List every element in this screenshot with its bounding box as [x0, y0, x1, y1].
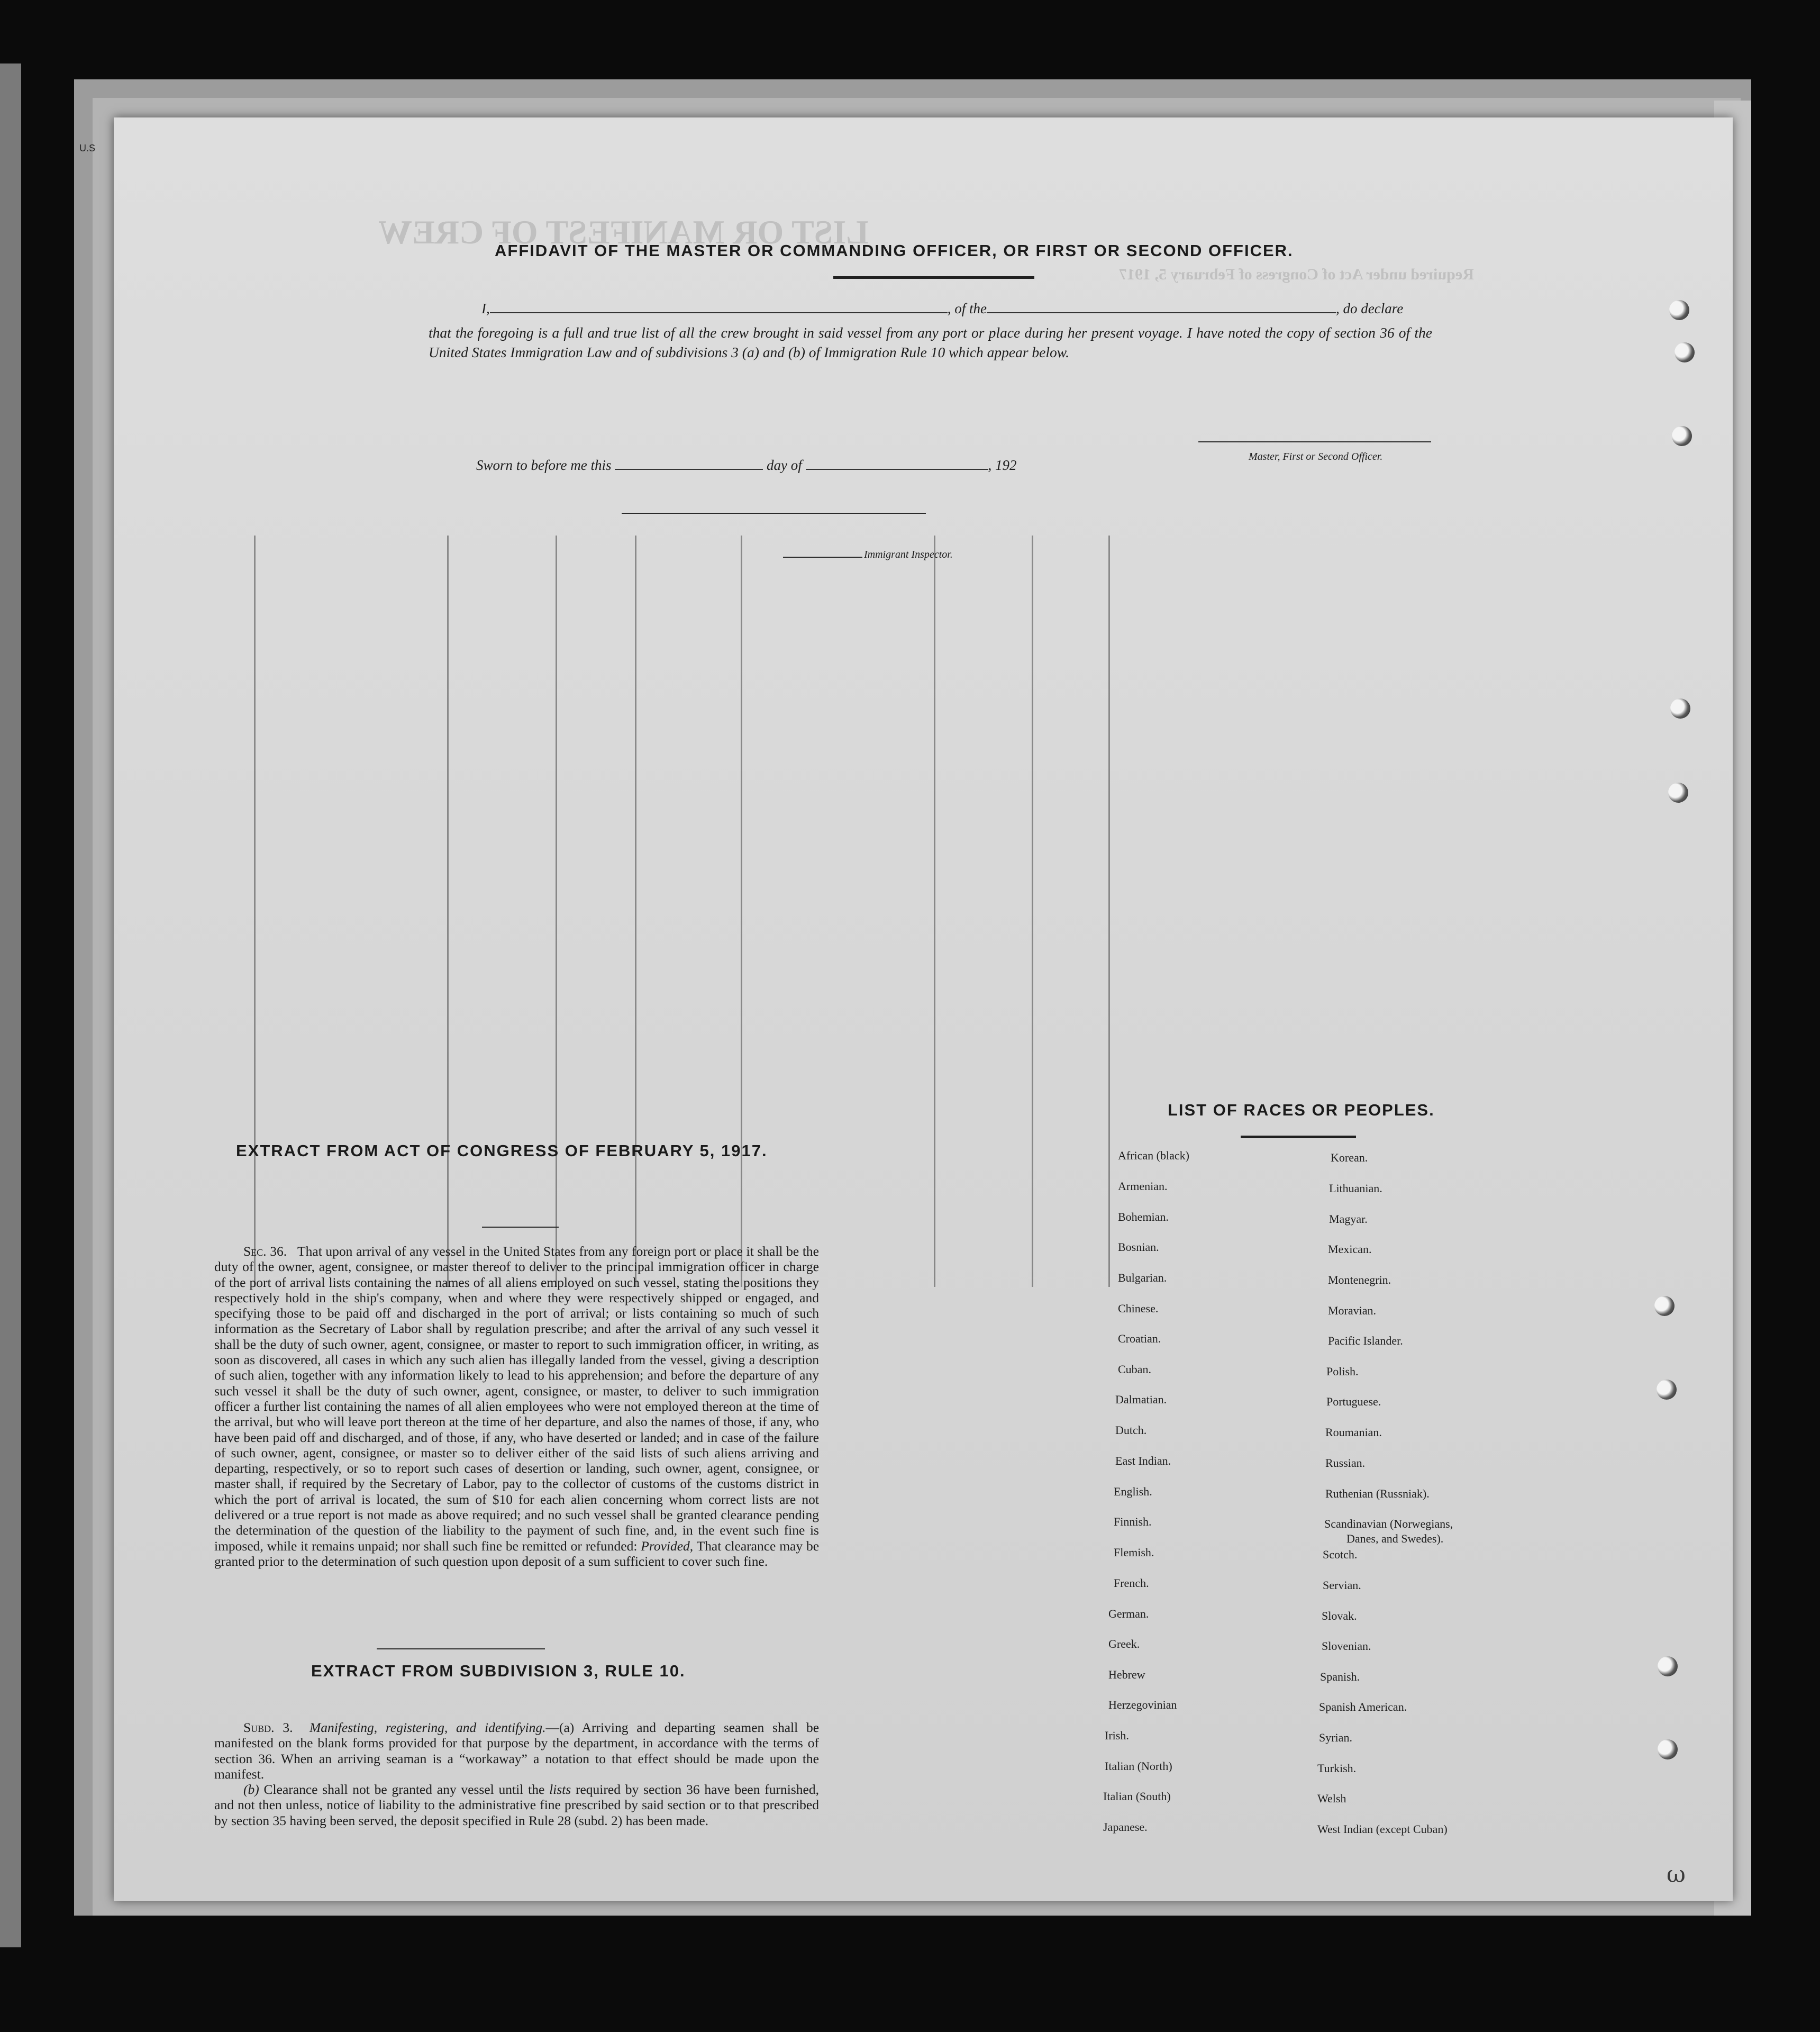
race-right-16: Slovenian. [1322, 1639, 1371, 1653]
race-left-6: Croatian. [1118, 1332, 1161, 1345]
rule-extract-title: EXTRACT FROM SUBDIVISION 3, RULE 10. [311, 1662, 686, 1680]
binder-hole [1658, 1656, 1678, 1676]
race-left-19: Irish. [1105, 1729, 1129, 1742]
race-right-7: Polish. [1326, 1365, 1359, 1378]
sec-36-text: That upon arrival of any vessel in the United States from any foreign port or place it shall be the duty of the owner, agent, consignee, or master thereof to deliver to the principal immigration officer in charge of the port of arrival lists containing the names of all aliens employed on such vessel, stating the positions they respectively hold in the ship's company, when and where they were respectively shipped or engaged, and specifying those to be paid off and discharged in the port of arrival; or lists containing so much of such information as the Secretary of Labor shall by regulation prescribe; and after the arrival of any such vessel it shall be the duty of such owner, agent, consignee, or master to report to such immigration officer, in writing, as soon as discovered, all cases in which any such alien has illegally landed from the vessel, giving a description of such alien, together with any information likely to lead to his apprehension; and before the departure of any such vessel it shall be the duty of such owner, agent, consignee, or master, to deliver to such immigration officer a further list containing the names of all alien employees who were not employed thereon at the time of the arrival, but who will leave port thereon at the time of her departure, and also the names of those, if any, who have been paid off and discharged, and of those, if any, who have deserted or landed; and in case of the failure of such owner, agent, consignee, or master so to deliver either of the said lists of such aliens arriving and departing, respectively, or so to report such cases of desertion or landing, such owner, agent, consignee, or master shall, if required by the Secretary of Labor, pay to the collector of customs of the customs district in which the port of arrival is located, the sum of $10 for each alien concerning whom correct lists are not delivered or a true report is not made as above required; and no such vessel shall be granted clearance pending the determination of the question of the liability to the payment of such fine, and, in the event such fine is imposed, while it remains unpaid; nor shall such fine be remitted or refunded: [214, 1244, 820, 1554]
race-left-9: Dutch. [1115, 1423, 1147, 1437]
race-left-12: Finnish. [1114, 1515, 1152, 1528]
subd-label: Subd. 3. [243, 1720, 293, 1735]
race-right-18: Spanish American. [1319, 1700, 1407, 1713]
para-b-pre: Clearance shall not be granted any vessel until the [263, 1782, 545, 1798]
binder-hole [1670, 698, 1690, 719]
race-right-11: Ruthenian (Russniak). [1325, 1487, 1430, 1500]
race-left-13: Flemish. [1114, 1546, 1154, 1559]
rule-para-a [214, 1720, 819, 1782]
sworn-label: Sworn to before me this [476, 457, 612, 473]
ghost-column [1108, 536, 1110, 1287]
para-b-lists: lists [549, 1782, 571, 1798]
year-prefix-label: , 192 [988, 457, 1017, 473]
name-field-line[interactable] [490, 310, 948, 313]
day-field-line[interactable] [615, 467, 763, 470]
race-left-14: French. [1114, 1576, 1149, 1590]
race-left-3: Bosnian. [1118, 1240, 1159, 1254]
affidavit-statement: that the foregoing is a full and true list of all the crew brought in said vessel from any port or place during her present voyage. I have noted the copy of section 36 of the United States Immigration Law and of subdivisions 3 (a) and (b) of Immigration Rule 10 which appear below. [429, 324, 1432, 360]
race-right-15: Slovak. [1322, 1609, 1357, 1622]
vessel-field-line[interactable] [987, 310, 1336, 313]
race-right-0: Korean. [1331, 1151, 1368, 1164]
bleed-through-2: Required under Act of Congress of February 5, 1917 [1119, 266, 1474, 283]
sec-36-label: Sec. 36. [243, 1244, 287, 1259]
para-a-label: —(a) [545, 1720, 575, 1735]
ghost-column [447, 536, 449, 1287]
act-extract-body [214, 1244, 819, 1569]
binder-hole [1672, 426, 1692, 446]
month-field-line[interactable] [806, 467, 988, 470]
race-left-11: English. [1114, 1485, 1152, 1498]
race-right-2: Magyar. [1329, 1212, 1368, 1226]
race-left-5: Chinese. [1118, 1302, 1159, 1315]
affidavit-title-rule [833, 276, 1034, 279]
race-left-18: Herzegovinian [1108, 1698, 1177, 1711]
document-page [114, 117, 1733, 1901]
race-right-14: Servian. [1323, 1579, 1361, 1592]
binder-hole [1658, 1739, 1678, 1759]
ghost-column [635, 536, 636, 1287]
act-extract-rule [482, 1227, 559, 1228]
race-right-12: Scandinavian (Norwegians, [1324, 1517, 1453, 1530]
inspector-short-line [783, 557, 862, 558]
race-right-6: Pacific Islander. [1328, 1334, 1403, 1347]
inspector-signature-line[interactable] [622, 513, 926, 514]
race-right-10: Russian. [1325, 1456, 1366, 1469]
back-sheet-left [0, 64, 21, 1947]
race-right-13: Scotch. [1323, 1548, 1358, 1561]
ghost-column [556, 536, 557, 1287]
race-right-17: Spanish. [1320, 1670, 1360, 1683]
race-left-22: Japanese. [1103, 1820, 1148, 1834]
rule-para-b [214, 1782, 819, 1828]
para-a-text: Arriving and departing seamen shall be manifested on the blank forms provided for that purpose by the department, in accordance with the terms of section 36. When an arriving seaman is a “workaway” a notation to that effect should be made upon the manifest. [214, 1720, 820, 1782]
race-left-15: German. [1108, 1607, 1149, 1620]
master-signature-label: Master, First or Second Officer. [1249, 451, 1383, 462]
race-left-8: Dalmatian. [1115, 1393, 1167, 1406]
provided-label: Provided, [641, 1538, 694, 1554]
ghost-column [741, 536, 742, 1287]
corner-pencil-mark: ω [1667, 1861, 1686, 1888]
binder-hole [1654, 1296, 1675, 1316]
race-left-4: Bulgarian. [1118, 1271, 1167, 1284]
race-left-2: Bohemian. [1118, 1210, 1169, 1223]
para-b-post: required by section 36 have been furnished, and not then unless, notice of liability to the administrative fine prescribed by said section or to that prescribed by section 35 having been served, the deposit specified in Rule 28 (subd. 2) has been made. [214, 1782, 819, 1828]
races-title-rule [1241, 1136, 1356, 1138]
race-right-3: Mexican. [1328, 1242, 1372, 1256]
affidavit-title: AFFIDAVIT OF THE MASTER OR COMMANDING OFFICER, OR FIRST OR SECOND OFFICER. [495, 241, 1294, 260]
act-extract-title: EXTRACT FROM ACT OF CONGRESS OF FEBRUARY 5, 1917. [236, 1141, 768, 1160]
day-of-label: day of [767, 457, 802, 473]
rule-extract-top-rule [377, 1648, 545, 1649]
bleed-through: LIST OR MANIFEST OF CREW [378, 213, 869, 251]
inspector-label: Immigrant Inspector. [864, 549, 953, 560]
race-left-1: Armenian. [1118, 1180, 1168, 1193]
affidavit-first-line [481, 301, 1403, 317]
race-left-17: Hebrew [1108, 1668, 1145, 1681]
of-the-label: , of the [947, 301, 987, 316]
subd-heading: Manifesting, registering, and identifying. [309, 1720, 546, 1735]
master-signature-line[interactable] [1198, 441, 1431, 442]
sec-36-text-end: That clearance may be granted prior to the determination of such question upon deposit of a sum sufficient to cover such fine. [214, 1538, 820, 1569]
race-right-1: Lithuanian. [1329, 1182, 1382, 1195]
margin-tab-label: U.S [79, 143, 96, 153]
race-right-19: Syrian. [1319, 1731, 1352, 1744]
i-label: I, [481, 301, 490, 316]
race-right-8: Portuguese. [1326, 1395, 1381, 1408]
race-left-20: Italian (North) [1105, 1759, 1172, 1773]
race-right-22: West Indian (except Cuban) [1317, 1822, 1448, 1836]
ghost-column [934, 536, 935, 1287]
rule-extract-body [214, 1720, 819, 1828]
binder-hole [1669, 300, 1689, 320]
binder-hole [1675, 342, 1695, 362]
races-title: LIST OF RACES OR PEOPLES. [1168, 1101, 1435, 1119]
race-right-5: Moravian. [1328, 1304, 1377, 1317]
race-right-21: Welsh [1317, 1792, 1346, 1805]
race-left-16: Greek. [1108, 1637, 1140, 1650]
race-right-20: Turkish. [1317, 1762, 1357, 1775]
do-declare-label: , do declare [1336, 301, 1404, 316]
race-left-0: African (black) [1118, 1149, 1189, 1162]
para-b-label: (b) [243, 1782, 259, 1798]
sworn-line [476, 457, 1017, 474]
race-left-7: Cuban. [1118, 1363, 1151, 1376]
race-right-4: Montenegrin. [1328, 1273, 1391, 1286]
race-left-10: East Indian. [1115, 1454, 1171, 1467]
race-right-9: Roumanian. [1325, 1426, 1382, 1439]
binder-hole [1657, 1380, 1677, 1400]
ghost-column [254, 536, 256, 1287]
race-left-21: Italian (South) [1103, 1790, 1171, 1803]
race-right-12-cont: Danes, and Swedes). [1346, 1532, 1444, 1545]
binder-hole [1668, 783, 1688, 803]
ghost-column [1032, 536, 1033, 1287]
